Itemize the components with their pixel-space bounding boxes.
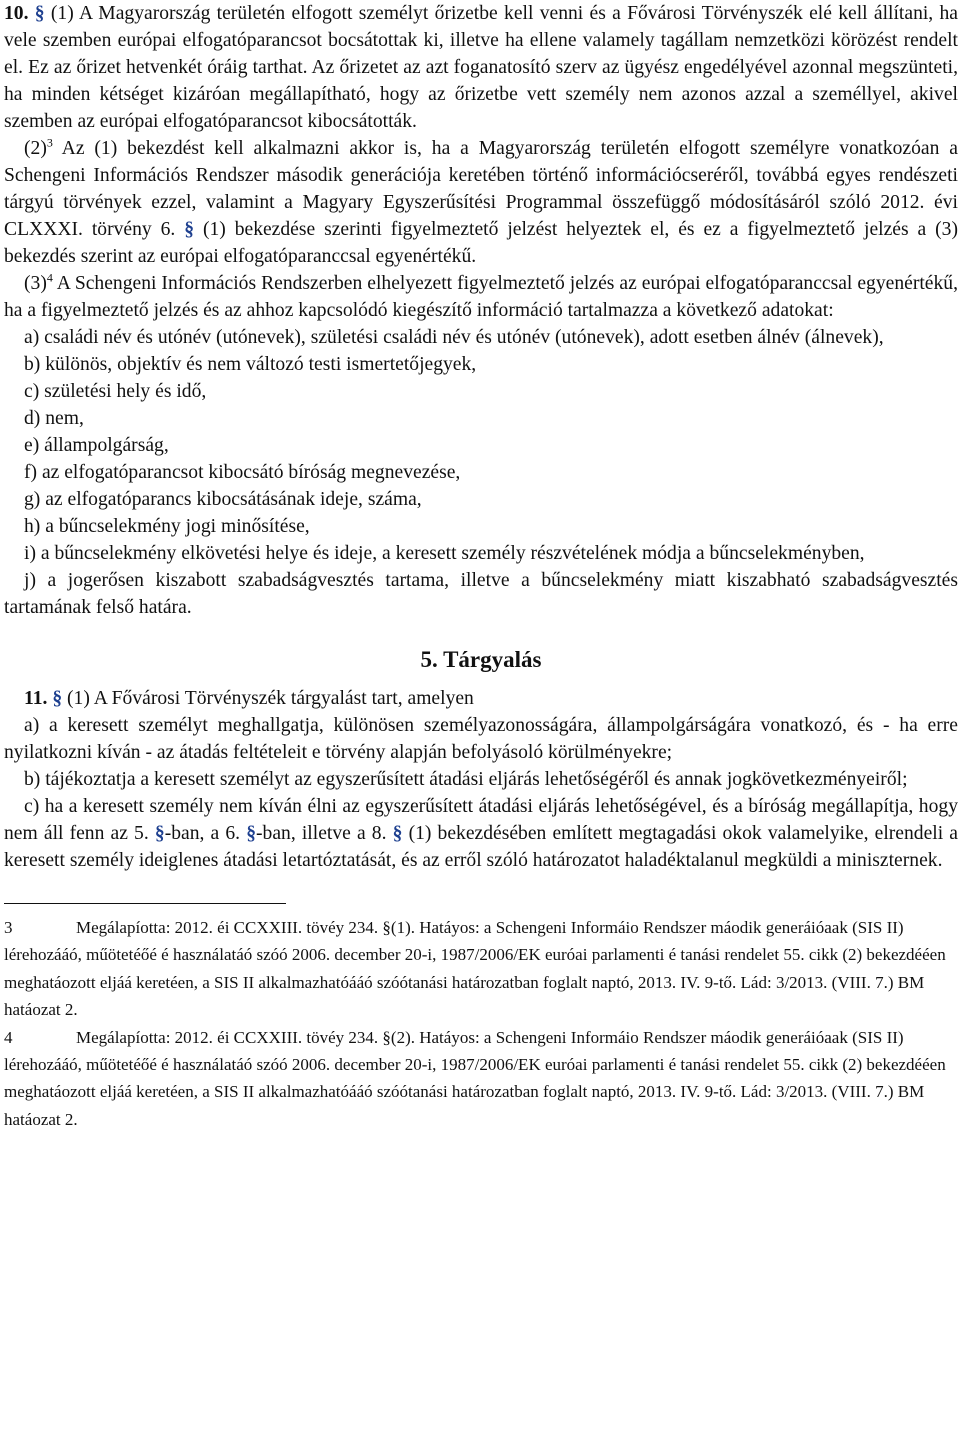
list-item: e) állampolgárság, [24, 435, 169, 456]
list-item: g) az elfogatóparancs kibocsátásának ideje, száma, [24, 489, 422, 510]
paragraph-number: (3) [24, 273, 47, 294]
section-sign-link[interactable]: § [34, 3, 45, 24]
list-item: h) a bűncselekmény jogi minősítése, [24, 516, 310, 537]
paragraph-text: Az (1) bekezdést kell alkalmazni akkor is, ha a Magyarország területén elfogott személyre vonatkozóan a Schengeni Információs Rendszer második generációja keretében történő információcseréről, továbbá egyes rendészeti tárgyú törvények ezzel, valamint a Magyary Egyszerűsítési Programmal összefüggő módosításáról szóló 2012. évi CLXXXI. törvény 6. [4, 138, 958, 240]
footnote-ref[interactable]: 4 [46, 270, 53, 285]
footnote [4, 914, 958, 1024]
section-sign-link[interactable]: § [246, 823, 257, 844]
list-item: f) az elfogatóparancsot kibocsátó bíróság megnevezése, [24, 462, 461, 483]
section-sign-link[interactable]: § [184, 219, 195, 240]
list-item: b) különös, objektív és nem változó testi ismertetőjegyek, [24, 354, 477, 375]
list-item-text: c) ha a keresett személy nem kíván élni az egyszerűsített átadási eljárás lehetőségével, és a bíróság megállapítja, hogy nem áll fenn az 5. [4, 796, 958, 844]
section-10-paragraph-2 [4, 135, 958, 270]
paragraph-text: A Schengeni Információs Rendszerben elhelyezett figyelmeztető jelzés az európai elfogatóparanccsal egyenértékű, ha a figyelmeztető jelzés és az ahhoz kapcsolódó kiegészítő információ tartalmazza a következő adatokat: [4, 273, 958, 321]
footnote [4, 1024, 958, 1134]
list-item: d) nem, [24, 408, 84, 429]
section-11-intro [4, 685, 958, 712]
footnote-divider [4, 903, 286, 904]
footnote-number: 4 [4, 1027, 13, 1047]
list-item: i) a bűncselekmény elkövetési helye és ideje, a keresett személy részvételének módja a bűncselekményben, [24, 543, 865, 564]
list-item: b) tájékoztatja a keresett személyt az egyszerűsített átadási eljárás lehetőségéről és annak jogkövetkezményeiről; [24, 769, 908, 790]
footnote-number: 3 [4, 918, 13, 937]
section-10-paragraph-1 [4, 0, 958, 135]
section-sign-link[interactable]: § [52, 688, 63, 709]
chapter-heading: 5. Tárgyalás [420, 647, 542, 672]
list-item: j) a jogerősen kiszabott szabadságvesztés tartama, illetve a bűncselekmény miatt kiszabható szabadságvesztés tartamának felső határa. [4, 570, 958, 618]
list-item-text: -ban, a 6. [164, 823, 241, 844]
section-sign-link[interactable]: § [154, 823, 165, 844]
paragraph-number: (2) [24, 138, 47, 159]
list-item: a) családi név és utónév (utónevek), születési családi név és utónév (utónevek), adott esetben álnév (álnevek), [24, 327, 884, 348]
paragraph-text: Ez az őrizet hetvenkét óráig tarthat. Az őrizetet az azt foganatosító szerv az ügyész engedélyével azonnal megszünteti, ha minden kétséget kizáróan megállapítható, hogy az őrizetbe vett személy nem azonos azzal a személlyel, akivel szemben az európai elfogatóparancsot kibocsátották. [4, 57, 958, 132]
list-item-text: (1) bekezdésében említett megtagadási okok valamelyike, elrendeli a keresett személy ideiglenes átadási letartóztatását, és az erről szóló határozatot haladéktalanul megküldi a miniszternek. [4, 823, 958, 871]
section-number: 11. [24, 688, 48, 709]
list-item: c) születési hely és idő, [24, 381, 207, 402]
footnote-text: Megálapíotta: 2012. éi CCXXIII. tövéy 234. §(1). Hatáyos: a Schengeni Informáio Rendszer máodik generáióaak (SIS II) lérehozááó, műötetéőé é használatáó szóó 2006. december 20-i, 1987/2006/EK euróai parlamenti é tanási rendelet 55. cikk (2) bekezdééen meghatáozott eljáá keretéen, a SIS II alkalmazhatóááó szóótanási határozatban foglalt naptó, 2013. IV. 9-tő. Lád: 3/2013. (VIII. 7.) BM hatáozat 2. [4, 918, 946, 1020]
section-10-paragraph-3 [4, 270, 958, 324]
paragraph-text: (1) bekezdése szerinti figyelmeztető jelzést helyeztek el, és ez a figyelmeztető jelzés a (3) bekezdés szerint az európai elfogatóparanccsal egyenértékű. [4, 219, 958, 267]
paragraph-text: (1) A Fővárosi Törvényszék tárgyalást tart, amelyen [67, 688, 474, 709]
footnote-text: Megálapíotta: 2012. éi CCXXIII. tövéy 234. §(2). Hatáyos: a Schengeni Informáio Rendszer máodik generáióaak (SIS II) lérehozááó, műötetéőé é használatáó szóó 2006. december 20-i, 1987/2006/EK euróai parlamenti é tanási rendelet 55. cikk (2) bekezdééen meghatáozott eljáá keretéen, a SIS II alkalmazhatóááó szóótanási határozatban foglalt naptó, 2013. IV. 9-tő. Lád: 3/2013. (VIII. 7.) BM hatáozat 2. [4, 1027, 946, 1129]
list-item: a) a keresett személyt meghallgatja, különösen személyazonosságára, állampolgárságára vonatkozó, és - ha erre nyilatkozni kíván - az átadás feltételeit e törvény alapján befolyásoló körülményekre; [4, 715, 958, 763]
section-number: 10. [4, 3, 29, 24]
list-item-text: -ban, illetve a 8. [256, 823, 387, 844]
document-page [4, 0, 958, 1133]
section-sign-link[interactable]: § [392, 823, 403, 844]
footnote-ref[interactable]: 3 [46, 135, 53, 150]
list-item [4, 793, 958, 874]
paragraph-text: (1) A Magyarország területén elfogott személyt őrizetbe kell venni és a Fővárosi Törvényszék elé kell állítani, ha vele szemben európai elfogatóparancsot bocsátottak ki, illetve ha ellene valamely tagállam nemzetközi körözést rendelt el. [4, 3, 958, 78]
